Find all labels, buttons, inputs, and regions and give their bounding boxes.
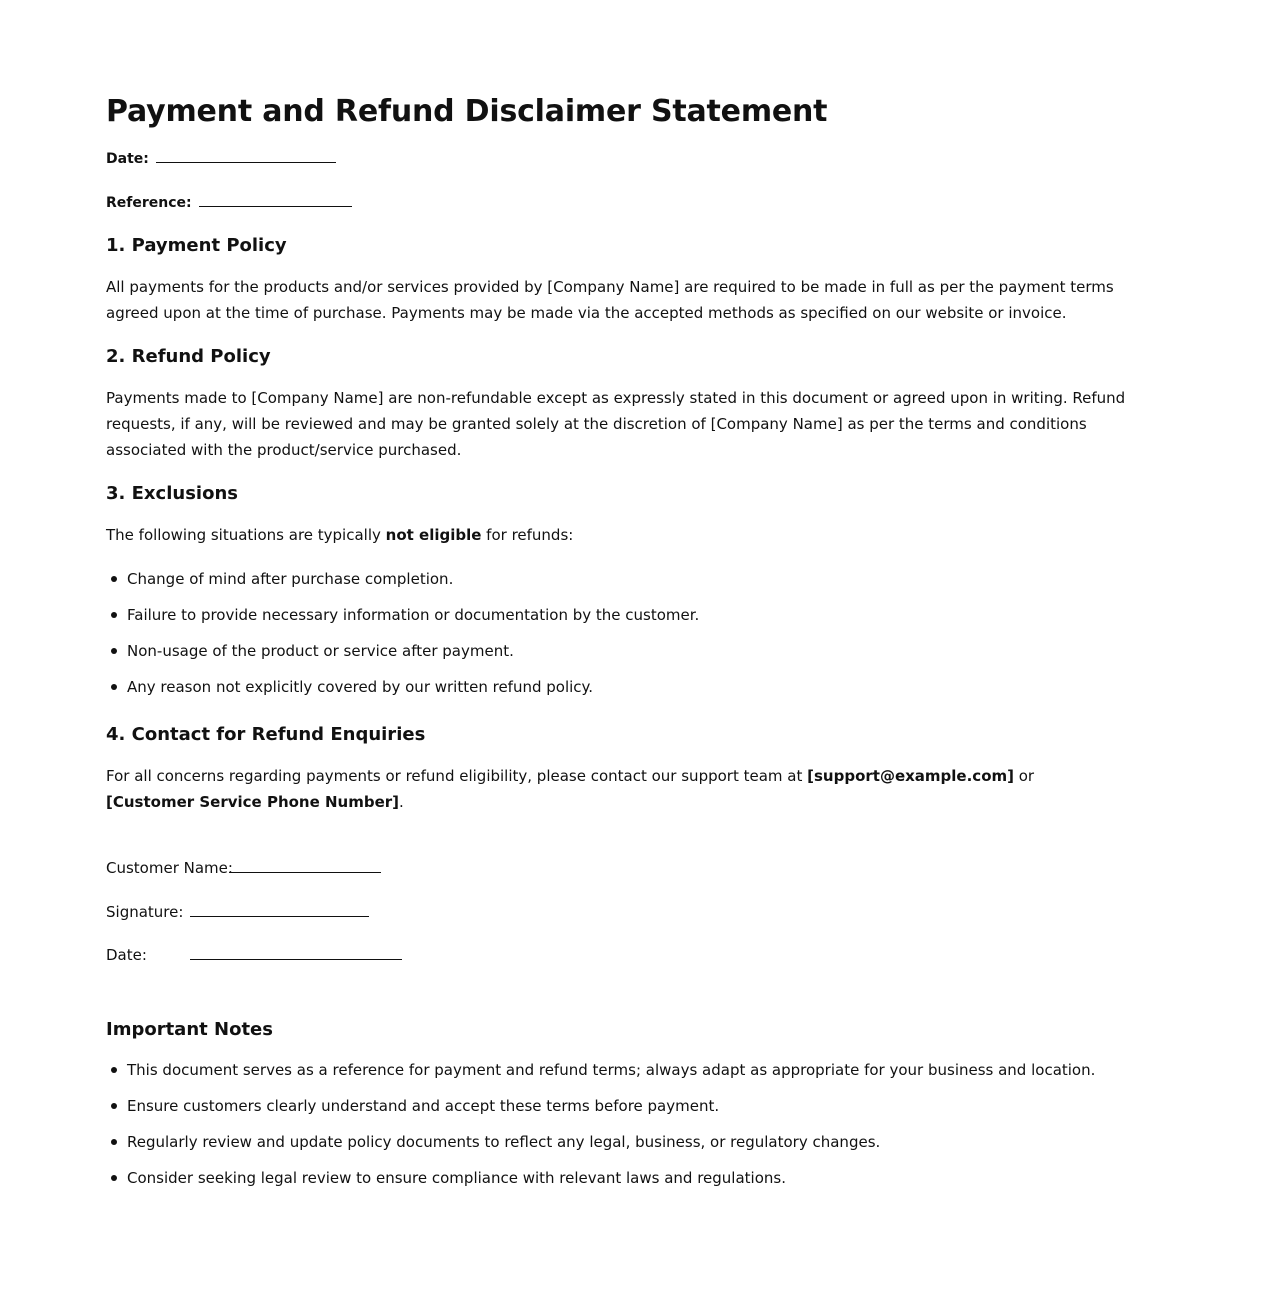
not-eligible-emphasis: not eligible bbox=[385, 526, 482, 544]
reference-label: Reference: bbox=[106, 195, 192, 211]
signature-blank[interactable] bbox=[190, 916, 369, 917]
contact-text-or: or bbox=[1013, 767, 1035, 785]
important-notes-heading: Important Notes bbox=[106, 1019, 273, 1040]
list-item: Any reason not explicitly covered by our written refund policy. bbox=[127, 676, 1146, 698]
list-item: Ensure customers clearly understand and accept these terms before payment. bbox=[127, 1095, 1146, 1117]
contact-text bbox=[106, 763, 1126, 815]
support-email: [support@example.com] bbox=[807, 767, 1014, 785]
reference-field bbox=[106, 193, 1146, 213]
exclusions-intro-tail: for refunds: bbox=[481, 526, 574, 544]
signature-label: Signature: bbox=[106, 903, 184, 921]
refund-policy-heading: 2. Refund Policy bbox=[106, 346, 271, 367]
list-item: This document serves as a reference for payment and refund terms; always adapt as appropriate for your business and location. bbox=[127, 1059, 1146, 1081]
refund-policy-text: Payments made to [Company Name] are non-refundable except as expressly stated in this document or agreed upon in writing. Refund requests, if any, will be reviewed and may be granted solely at the discretion of [Company Name] as per the terms and conditions associated with the product/service purchased. bbox=[106, 389, 1126, 459]
list-item: Non-usage of the product or service after payment. bbox=[127, 640, 1146, 662]
list-item: Regularly review and update policy documents to reflect any legal, business, or regulatory changes. bbox=[127, 1131, 1146, 1153]
customer-name-blank[interactable] bbox=[229, 872, 381, 873]
exclusions-intro-text: The following situations are typically bbox=[106, 526, 386, 544]
customer-name-row bbox=[106, 857, 1146, 879]
customer-name-label: Customer Name: bbox=[106, 859, 233, 877]
payment-policy-heading: 1. Payment Policy bbox=[106, 235, 287, 256]
contact-text-lead: For all concerns regarding payments or refund eligibility, please contact our support team at bbox=[106, 767, 808, 785]
list-item: Change of mind after purchase completion. bbox=[127, 568, 1146, 590]
signature-date-label: Date: bbox=[106, 946, 147, 964]
signature-date-row bbox=[106, 944, 1146, 966]
important-notes-list bbox=[106, 1059, 1146, 1189]
list-item: Consider seeking legal review to ensure compliance with relevant laws and regulations. bbox=[127, 1167, 1146, 1189]
document-title: Payment and Refund Disclaimer Statement bbox=[106, 94, 828, 129]
exclusions-intro bbox=[106, 522, 1146, 548]
signature-date-blank[interactable] bbox=[190, 959, 402, 960]
support-phone: [Customer Service Phone Number] bbox=[106, 793, 400, 811]
list-item: Failure to provide necessary information or documentation by the customer. bbox=[127, 604, 1146, 626]
exclusions-heading: 3. Exclusions bbox=[106, 483, 238, 504]
reference-blank[interactable] bbox=[199, 194, 352, 207]
payment-policy-text: All payments for the products and/or services provided by [Company Name] are required to be made in full as per the payment terms agreed upon at the time of purchase. Payments may be made via the accepted methods as specified on our website or invoice. bbox=[106, 278, 1114, 322]
exclusions-list bbox=[106, 568, 1146, 698]
date-blank[interactable] bbox=[156, 150, 336, 163]
date-field bbox=[106, 149, 1146, 169]
date-label: Date: bbox=[106, 151, 149, 167]
contact-text-end: . bbox=[399, 793, 404, 811]
signature-row bbox=[106, 901, 1146, 923]
contact-heading: 4. Contact for Refund Enquiries bbox=[106, 724, 426, 745]
